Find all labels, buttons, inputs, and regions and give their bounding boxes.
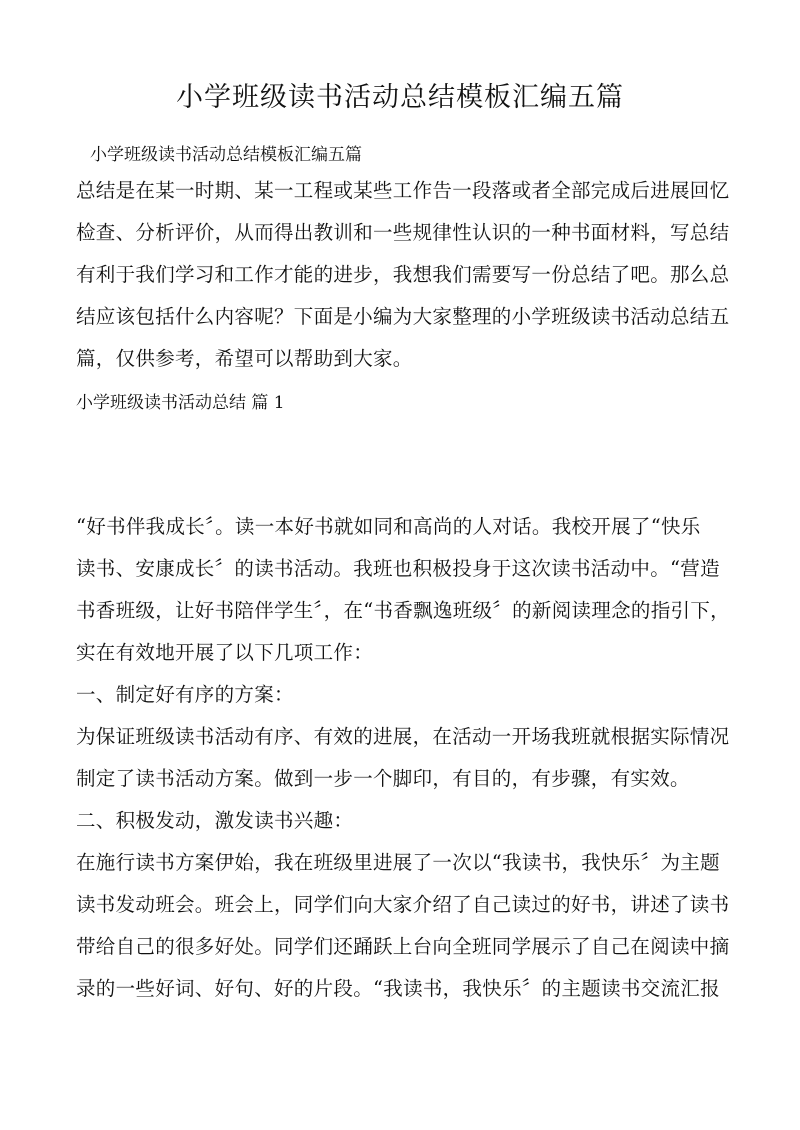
body-line: 读书、安康成长〞的读书活动。我班也积极投身于这次读书活动中。“营造 xyxy=(76,557,720,580)
body-line: 制定了读书活动方案。做到一步一个脚印，有目的，有步骤，有实效。 xyxy=(76,767,690,790)
document-subtitle: 小学班级读书活动总结模板汇编五篇 xyxy=(90,145,362,165)
body-line: 实在有效地开展了以下几项工作： xyxy=(76,641,374,664)
body-line: 录的一些好词、好句、好的片段。“我读书，我快乐〞的主题读书交流汇报 xyxy=(76,977,720,1000)
body-line: 书香班级，让好书陪伴学生〞，在“书香飘逸班级〞的新阅读理念的指引下， xyxy=(76,599,730,622)
article-heading: 小学班级读书活动总结 篇 1 xyxy=(76,393,285,413)
intro-line: 检查、分析评价，从而得出教训和一些规律性认识的一种书面材料，写总结 xyxy=(76,221,730,244)
body-line: 带给自己的很多好处。同学们还踊跃上台向全班同学展示了自己在阅读中摘 xyxy=(76,935,730,958)
body-line: 为保证班级读书活动有序、有效的进展，在活动一开场我班就根据实际情况 xyxy=(76,725,730,748)
intro-line: 结应该包括什么内容呢？下面是小编为大家整理的小学班级读书活动总结五 xyxy=(76,305,730,328)
body-line: 读书发动班会。班会上，同学们向大家介绍了自己读过的好书，讲述了读书 xyxy=(76,893,730,916)
intro-line: 有利于我们学习和工作才能的进步，我想我们需要写一份总结了吧。那么总 xyxy=(76,263,730,286)
section-heading: 二、积极发动，激发读书兴趣： xyxy=(76,809,354,832)
document-title: 小学班级读书活动总结模板汇编五篇 xyxy=(176,82,624,113)
body-line: “好书伴我成长〞。读一本好书就如同和高尚的人对话。我校开展了“快乐 xyxy=(76,515,701,538)
intro-line: 篇，仅供参考，希望可以帮助到大家。 xyxy=(76,347,413,370)
intro-line: 总结是在某一时期、某一工程或某些工作告一段落或者全部完成后进展回忆 xyxy=(76,179,730,202)
body-line: 在施行读书方案伊始，我在班级里进展了一次以“我读书，我快乐〞为主题 xyxy=(76,851,720,874)
section-heading: 一、制定好有序的方案： xyxy=(76,683,294,706)
